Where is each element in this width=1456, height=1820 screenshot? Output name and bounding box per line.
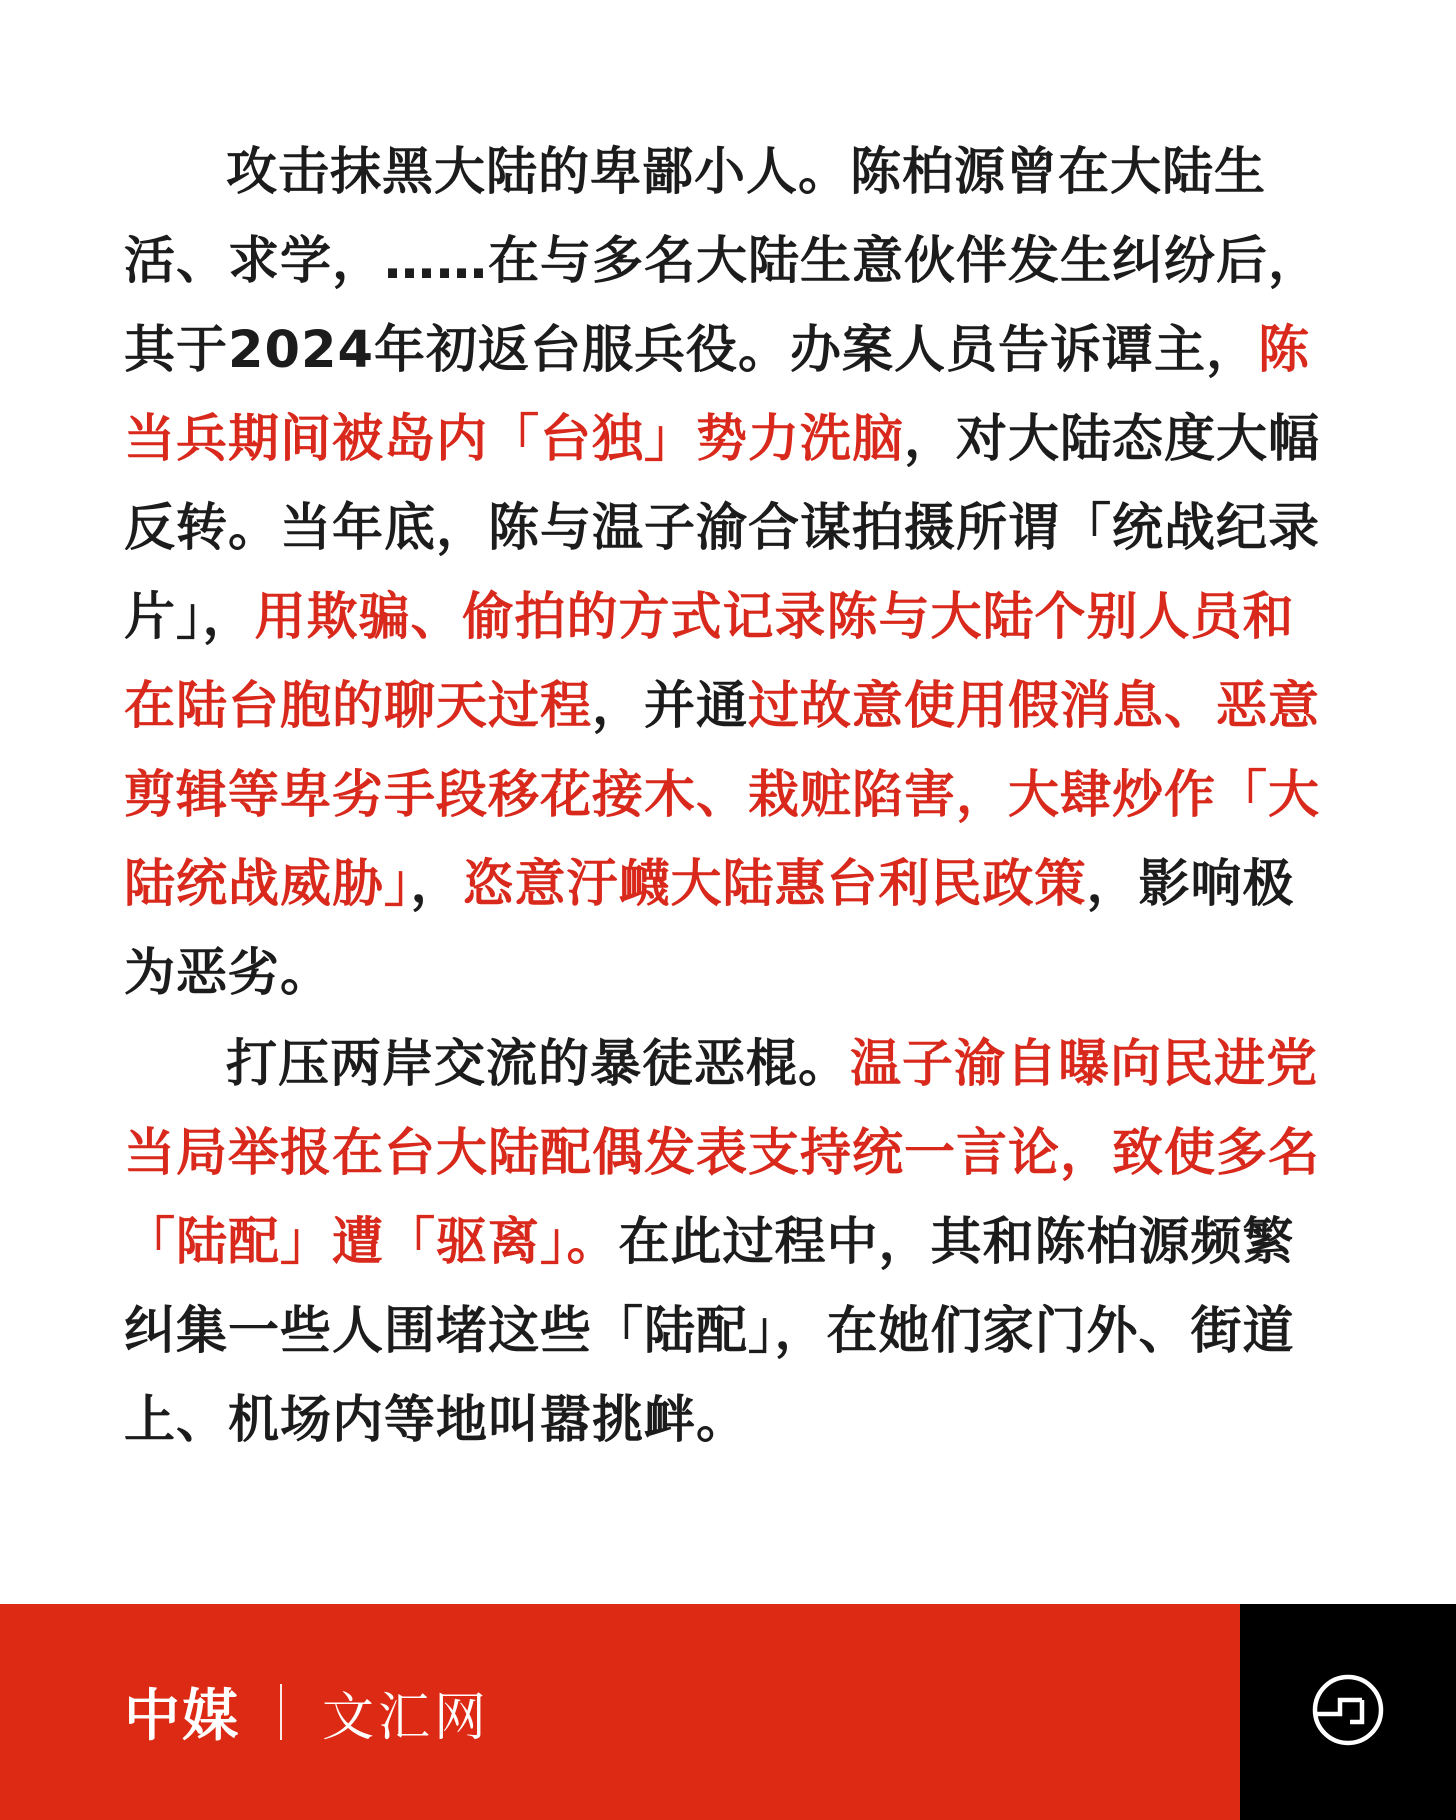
text-run: 打压两岸交流的暴徒恶棍。 xyxy=(226,1035,851,1094)
highlight-run: 温子渝自曝向民进党当局举报在台大陆配偶发表支持统一言论，致使多名「陆配」遭「驱离」。 xyxy=(124,1035,1321,1272)
wenhui-logo-icon xyxy=(1310,1672,1386,1752)
brand-divider xyxy=(280,1684,282,1740)
highlight-run: 过故意使用假消息、恶意剪辑等卑劣手段移花接木、栽赃陷害，大肆炒作「大陆统战威胁」 xyxy=(124,677,1321,914)
brand-primary-label: 中媒 xyxy=(124,1684,240,1749)
text-run: 攻击抹黑大陆的卑鄙小人。陈柏源曾在大陆生活、求学，……在与多名大陆生意伙伴发生纠纷后，其于2024年初返台服兵役。办案人员告诉谭主， xyxy=(124,143,1321,380)
text-run: ， xyxy=(410,855,463,914)
footer-logo-area xyxy=(1240,1604,1456,1820)
highlight-run: 用欺骗、偷拍的方式记录陈与大陆个别人员和在陆台胞的聊天过程 xyxy=(124,588,1295,736)
footer-bar xyxy=(0,1604,1456,1820)
text-run: ，并通 xyxy=(592,677,749,736)
article-body xyxy=(124,128,1344,1467)
text-run: ，影响极为恶劣。 xyxy=(124,855,1295,1003)
footer-brand-area xyxy=(0,1604,1240,1820)
text-run: ，对大陆态度大幅反转。当年底，陈与温子渝合谋拍摄所谓「统战纪录片」， xyxy=(124,410,1321,647)
text-run: 在此过程中，其和陈柏源频繁纠集一些人围堵这些「陆配」，在她们家门外、街道上、机场内等地叫嚣挑衅。 xyxy=(124,1213,1295,1450)
paragraph-2 xyxy=(124,1020,1344,1465)
highlight-run: 陈当兵期间被岛内「台独」势力洗脑 xyxy=(124,321,1310,469)
paragraph-1 xyxy=(124,128,1344,1018)
highlight-run: 恣意汙衊大陆惠台利民政策 xyxy=(462,855,1087,914)
brand-secondary-label: 文汇网 xyxy=(322,1687,491,1748)
